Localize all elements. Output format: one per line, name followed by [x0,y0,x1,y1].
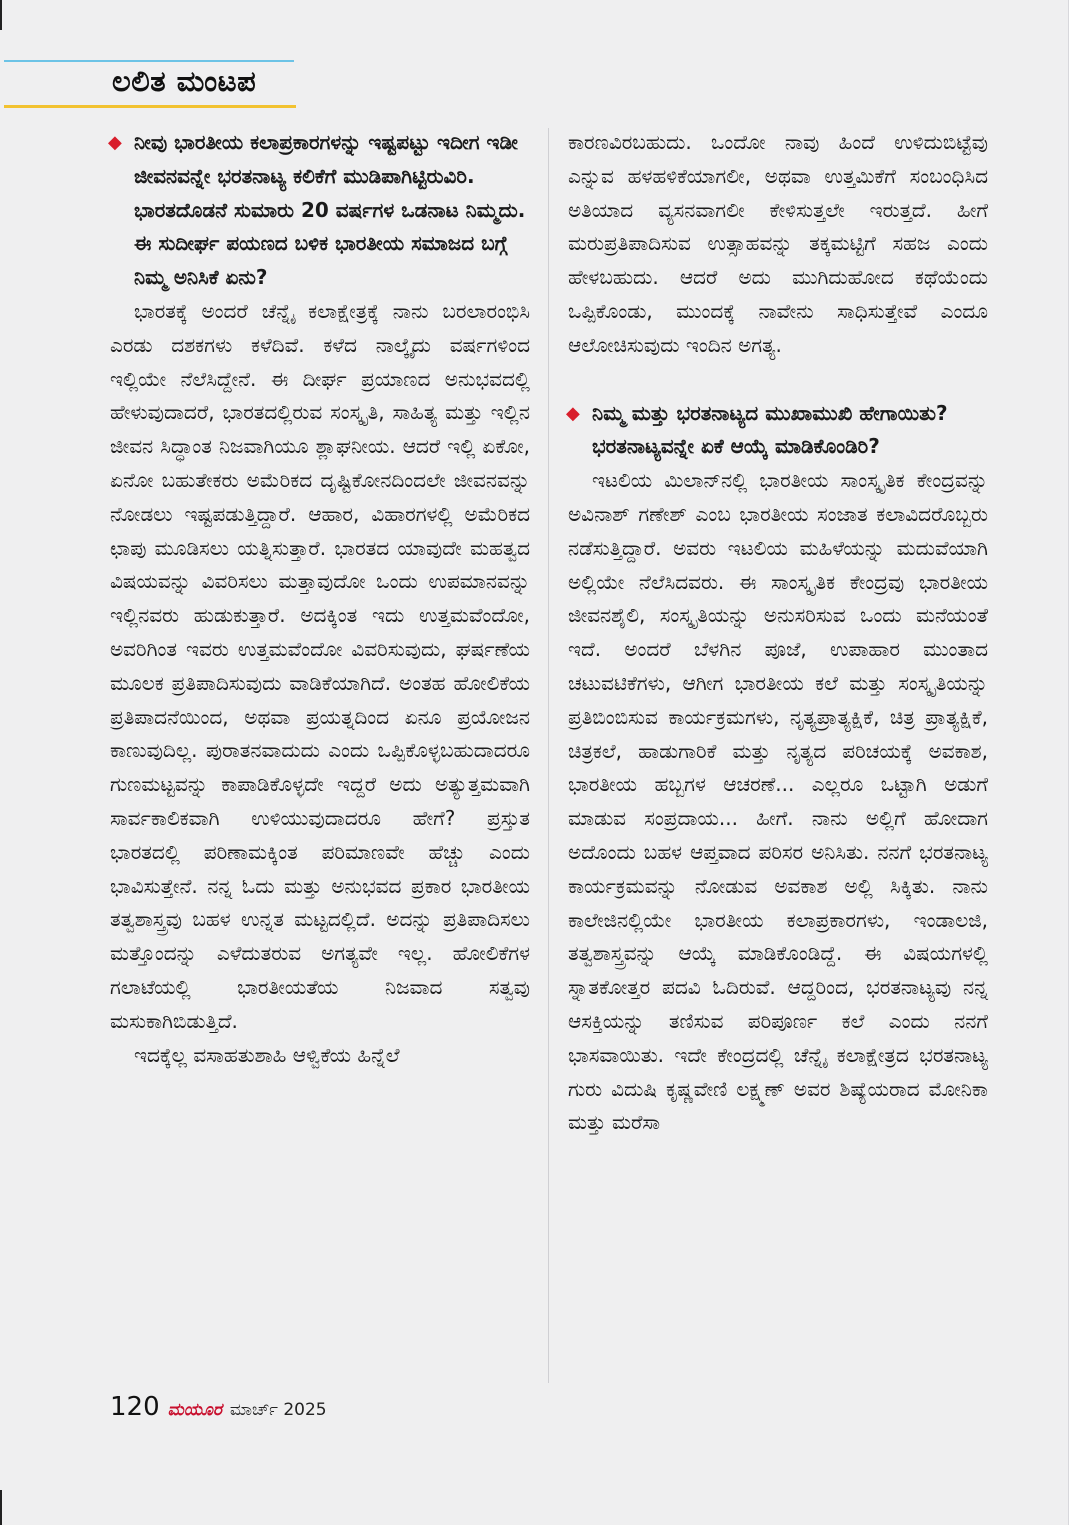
question-2 [568,397,988,465]
red-diamond-bullet-icon: ◆ [566,402,580,424]
question-2-text: ನಿಮ್ಮ ಮತ್ತು ಭರತನಾಟ್ಯದ ಮುಖಾಮುಖಿ ಹೇಗಾಯಿತು? ಭರತನಾಟ್ಯವನ್ನೇ ಏಕೆ ಆಯ್ಕೆ ಮಾಡಿಕೊಂಡಿರಿ? [592,400,948,459]
question-1 [110,126,530,295]
header-rule-yellow [4,105,296,108]
answer-1-continuation: ಇದಕ್ಕೆಲ್ಲ ವಸಾಹತುಶಾಹಿ ಆಳ್ವಿಕೆಯ ಹಿನ್ನೆಲೆ [134,1042,400,1067]
continued-text: ಕಾರಣವಿರಬಹುದು. ಒಂದೋ ನಾವು ಹಿಂದೆ ಉಳಿದುಬಿಟ್ಟೆವು ಎನ್ನುವ ಹಳಹಳಿಕೆಯಾಗಲೀ, ಅಥವಾ ಉತ್ತಮಿಕೆಗೆ ಸಂಬಂಧಿಸಿದ ಅತಿಯಾದ ವ್ಯಸನವಾಗಲೀ ಕೇಳಿಸುತ್ತಲೇ ಇರುತ್ತದೆ. ಹೀಗೆ ಮರುಪ್ರತಿಪಾದಿಸುವ ಉತ್ಸಾಹವನ್ನು ತಕ್ಕಮಟ್ಟಿಗೆ ಸಹಜ ಎಂದು ಹೇಳಬಹುದು. ಆದರೆ ಅದು ಮುಗಿದುಹೋದ ಕಥೆಯೆಂದು ಒಪ್ಪಿಕೊಂಡು, ಮುಂದಕ್ಕೆ ನಾವೇನು ಸಾಧಿಸುತ್ತೇವೆ ಎಂದೂ ಆಲೋಚಿಸುವುದು ಇಂದಿನ ಅಗತ್ಯ. [568,130,988,357]
header-rule-blue [4,60,294,62]
question-1-text: ನೀವು ಭಾರತೀಯ ಕಲಾಪ್ರಕಾರಗಳನ್ನು ಇಷ್ಟಪಟ್ಟು ಇದೀಗ ಇಡೀ ಜೀವನವನ್ನೇ ಭರತನಾಟ್ಯ ಕಲಿಕೆಗೆ ಮುಡಿಪಾಗಿಟ್ಟಿರುವಿರಿ. ಭಾರತದೊಡನೆ ಸುಮಾರು 20 ವರ್ಷಗಳ ಒಡನಾಟ ನಿಮ್ಮದು. ಈ ಸುದೀರ್ಘ ಪಯಣದ ಬಳಿಕ ಭಾರತೀಯ ಸಮಾಜದ ಬಗ್ಗೆ ನಿಮ್ಮ ಅನಿಸಿಕೆ ಏನು? [134,130,526,290]
crop-mark [0,0,2,30]
red-diamond-bullet-icon: ◆ [108,132,122,153]
column-divider [548,128,549,1383]
paragraph-gap [568,363,988,397]
page-footer [110,1392,327,1422]
left-column [110,126,530,1072]
answer-2: ಇಟಲಿಯ ಮಿಲಾನ್‌ನಲ್ಲಿ ಭಾರತೀಯ ಸಾಂಸ್ಕೃತಿಕ ಕೇಂದ್ರವನ್ನು ಅವಿನಾಶ್ ಗಣೇಶ್ ಎಂಬ ಭಾರತೀಯ ಸಂಜಾತ ಕಲಾವಿದರೊಬ್ಬರು ನಡೆಸುತ್ತಿದ್ದಾರೆ. ಅವರು ಇಟಲಿಯ ಮಹಿಳೆಯನ್ನು ಮದುವೆಯಾಗಿ ಅಲ್ಲಿಯೇ ನೆಲೆಸಿದವರು. ಈ ಸಾಂಸ್ಕೃತಿಕ ಕೇಂದ್ರವು ಭಾರತೀಯ ಜೀವನಶೈಲಿ, ಸಂಸ್ಕೃತಿಯನ್ನು ಅನುಸರಿಸುವ ಒಂದು ಮನೆಯಂತೆ ಇದೆ. ಅಂದರೆ ಬೆಳಗಿನ ಪೂಜೆ, ಉಪಾಹಾರ ಮುಂತಾದ ಚಟುವಟಿಕೆಗಳು, ಆಗೀಗ ಭಾರತೀಯ ಕಲೆ ಮತ್ತು ಸಂಸ್ಕೃತಿಯನ್ನು ಪ್ರತಿಬಿಂಬಿಸುವ ಕಾರ್ಯಕ್ರಮಗಳು, ನೃತ್ಯಪ್ರಾತ್ಯಕ್ಷಿಕೆ, ಚಿತ್ರ ಪ್ರಾತ್ಯಕ್ಷಿಕೆ, ಚಿತ್ರಕಲೆ, ಹಾಡುಗಾರಿಕೆ ಮತ್ತು ನೃತ್ಯದ ಪರಿಚಯಕ್ಕೆ ಅವಕಾಶ, ಭಾರತೀಯ ಹಬ್ಬಗಳ ಆಚರಣೆ... ಎಲ್ಲರೂ ಒಟ್ಟಾಗಿ ಅಡುಗೆ ಮಾಡುವ ಸಂಪ್ರದಾಯ... ಹೀಗೆ. ನಾನು ಅಲ್ಲಿಗೆ ಹೋದಾಗ ಅದೊಂದು ಬಹಳ ಆಪ್ತವಾದ ಪರಿಸರ ಅನಿಸಿತು. ನನಗೆ ಭರತನಾಟ್ಯ ಕಾರ್ಯಕ್ರಮವನ್ನು ನೋಡುವ ಅವಕಾಶ ಅಲ್ಲಿ ಸಿಕ್ಕಿತು. ನಾನು ಕಾಲೇಜಿನಲ್ಲಿಯೇ ಭಾರತೀಯ ಕಲಾಪ್ರಕಾರಗಳು, ಇಂಡಾಲಜಿ, ತತ್ವಶಾಸ್ತ್ರವನ್ನು ಆಯ್ಕೆ ಮಾಡಿಕೊಂಡಿದ್ದೆ. ಈ ವಿಷಯಗಳಲ್ಲಿ ಸ್ನಾತಕೋತ್ತರ ಪದವಿ ಓದಿರುವೆ. ಆದ್ದರಿಂದ, ಭರತನಾಟ್ಯವು ನನ್ನ ಆಸಕ್ತಿಯನ್ನು ತಣಿಸುವ ಪರಿಪೂರ್ಣ ಕಲೆ ಎಂದು ನನಗೆ ಭಾಸವಾಯಿತು. ಇದೇ ಕೇಂದ್ರದಲ್ಲಿ ಚೆನ್ನೈ ಕಲಾಕ್ಷೇತ್ರದ ಭರತನಾಟ್ಯ ಗುರು ವಿದುಷಿ ಕೃಷ್ಣವೇಣಿ ಲಕ್ಷ್ಮಣ್ ಅವರ ಶಿಷ್ಯೆಯರಾದ ಮೋನಿಕಾ ಮತ್ತು ಮರೆಸಾ [568,468,988,1135]
section-title: ಲಲಿತ ಮಂಟಪ [112,64,257,98]
right-column [568,126,988,1140]
crop-mark [0,1490,2,1525]
magazine-logo: ಮಯೂರ [167,1400,222,1420]
page-number: 120 [110,1392,160,1422]
issue-date: ಮಾರ್ಚ್ 2025 [229,1400,327,1420]
answer-1: ಭಾರತಕ್ಕೆ ಅಂದರೆ ಚೆನ್ನೈ ಕಲಾಕ್ಷೇತ್ರಕ್ಕೆ ನಾನು ಬರಲಾರಂಭಿಸಿ ಎರಡು ದಶಕಗಳು ಕಳೆದಿವೆ. ಕಳೆದ ನಾಲ್ಕೈದು ವರ್ಷಗಳಿಂದ ಇಲ್ಲಿಯೇ ನೆಲೆಸಿದ್ದೇನೆ. ಈ ದೀರ್ಘ ಪ್ರಯಾಣದ ಅನುಭವದಲ್ಲಿ ಹೇಳುವುದಾದರೆ, ಭಾರತದಲ್ಲಿರುವ ಸಂಸ್ಕೃತಿ, ಸಾಹಿತ್ಯ ಮತ್ತು ಇಲ್ಲಿನ ಜೀವನ ಸಿದ್ಧಾಂತ ನಿಜವಾಗಿಯೂ ಶ್ಲಾಘನೀಯ. ಆದರೆ ಇಲ್ಲಿ ಏಕೋ, ಏನೋ ಬಹುತೇಕರು ಅಮೆರಿಕದ ದೃಷ್ಟಿಕೋನದಿಂದಲೇ ಜೀವನವನ್ನು ನೋಡಲು ಇಷ್ಟಪಡುತ್ತಿದ್ದಾರೆ. ಆಹಾರ, ವಿಹಾರಗಳಲ್ಲಿ ಅಮೆರಿಕದ ಛಾಪು ಮೂಡಿಸಲು ಯತ್ನಿಸುತ್ತಾರೆ. ಭಾರತದ ಯಾವುದೇ ಮಹತ್ವದ ವಿಷಯವನ್ನು ವಿವರಿಸಲು ಮತ್ತಾವುದೋ ಒಂದು ಉಪಮಾನವನ್ನು ಇಲ್ಲಿನವರು ಹುಡುಕುತ್ತಾರೆ. ಅದಕ್ಕಿಂತ ಇದು ಉತ್ತಮವೆಂದೋ, ಅವರಿಗಿಂತ ಇವರು ಉತ್ತಮವೆಂದೋ ವಿವರಿಸುವುದು, ಘರ್ಷಣೆಯ ಮೂಲಕ ಪ್ರತಿಪಾದಿಸುವುದು ವಾಡಿಕೆಯಾಗಿದೆ. ಅಂತಹ ಹೋಲಿಕೆಯ ಪ್ರತಿಪಾದನೆಯಿಂದ, ಅಥವಾ ಪ್ರಯತ್ನದಿಂದ ಏನೂ ಪ್ರಯೋಜನ ಕಾಣುವುದಿಲ್ಲ. ಪುರಾತನವಾದುದು ಎಂದು ಒಪ್ಪಿಕೊಳ್ಳಬಹುದಾದರೂ ಗುಣಮಟ್ಟವನ್ನು ಕಾಪಾಡಿಕೊಳ್ಳದೇ ಇದ್ದರೆ ಅದು ಅತ್ಯುತ್ತಮವಾಗಿ ಸಾರ್ವಕಾಲಿಕವಾಗಿ ಉಳಿಯುವುದಾದರೂ ಹೇಗೆ? ಪ್ರಸ್ತುತ ಭಾರತದಲ್ಲಿ ಪರಿಣಾಮಕ್ಕಿಂತ ಪರಿಮಾಣವೇ ಹೆಚ್ಚು ಎಂದು ಭಾವಿಸುತ್ತೇನೆ. ನನ್ನ ಓದು ಮತ್ತು ಅನುಭವದ ಪ್ರಕಾರ ಭಾರತೀಯ ತತ್ವಶಾಸ್ತ್ರವು ಬಹಳ ಉನ್ನತ ಮಟ್ಟದಲ್ಲಿದೆ. ಅದನ್ನು ಪ್ರತಿಪಾದಿಸಲು ಮತ್ತೊಂದನ್ನು ಎಳೆದುತರುವ ಅಗತ್ಯವೇ ಇಲ್ಲ. ಹೋಲಿಕೆಗಳ ಗಲಾಟೆಯಲ್ಲಿ ಭಾರತೀಯತೆಯ ನಿಜವಾದ ಸತ್ವವು ಮಸುಕಾಗಿಬಿಡುತ್ತಿದೆ. [110,298,530,1033]
